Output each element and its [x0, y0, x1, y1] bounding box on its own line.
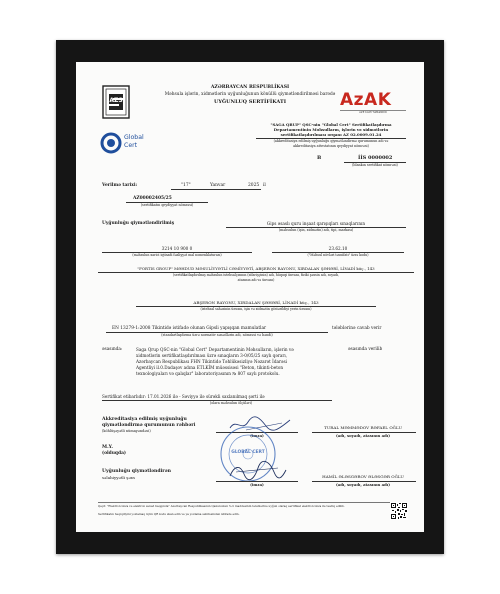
issuer-line4: (akkreditasiya edilmiş uyğunluğu qiymətləndirmə qurumunun adı və: [273, 139, 389, 143]
mp-label2: (olduqda): [102, 451, 126, 456]
series-letter: B: [317, 155, 322, 161]
expert-label1: Uyğunluğu qiymətləndirən: [102, 469, 171, 474]
address-caption: (istehsal sahəsinin ünvanı, işin və xidmətin göstərildiyi yerin ünvanı): [200, 307, 312, 311]
product-name: Gips əsaslı quru inşaat qarışıqları sınaqlarının: [266, 221, 366, 226]
date-day: "17": [181, 183, 191, 188]
expert-name-caption: (adı, soyadı, atasının adı): [336, 482, 390, 487]
azak-logo-text: AzAK: [340, 90, 392, 110]
registration-number: AZ00002405/25: [133, 196, 172, 201]
registration-caption: (sertifikatın qeydiyyat nömrəsi): [140, 203, 194, 207]
issuer-line2: Departamentinin Məhsulların, işlərin və xidmətlərin: [273, 127, 389, 132]
date-label: Verilmə tarixi:: [102, 183, 138, 188]
globalcert-line1: Global: [124, 134, 144, 141]
issuer-line3: sertifikatlaşdırılması orqanı AZ 02.0009.01.24: [280, 132, 382, 137]
azs-logo-text: AZS: [109, 97, 123, 104]
date-year: 2025: [248, 183, 260, 188]
issuer-line1: "SAGA QRUP" QSC-nin "Global Cert" Sertifikatlaşdırma: [270, 122, 392, 127]
head-label2: qiymətləndirmə qurumunun rəhbəri: [102, 423, 196, 428]
product-code-right-caption: ("Məhsul növləri təsnifatı" üzrə kodu): [307, 253, 369, 257]
product-code-left-caption: (məhsulun xarici iqtisadi fəaliyyət mal nomenklaturası): [132, 253, 222, 257]
issuer-line5: akkreditasiya attestatının qeydiyyat nömrəsi): [293, 144, 369, 148]
series-caption: (blankın sertifikat nömrəsi): [352, 163, 398, 167]
head-label3: (köhlüşəyətli nümayəndəsi): [102, 429, 151, 433]
header-title: UYĞUNLUQ SERTİFİKATI: [213, 99, 287, 105]
qr-code[interactable]: [390, 502, 408, 520]
footer-line2: Sertifikatın həqiqiliyini yoxlamaq üçün QR kodu skan edin və ya yoxlama səhifəsindən istifadə edin.: [98, 512, 240, 516]
basis-line1: Saga Qrup QSC-nin "Global Cert" Departamentinin Məhsulların, işlərin və: [136, 347, 294, 352]
head-name-caption: (adı, soyadı, atasının adı): [336, 433, 390, 438]
globalcert-logo: [100, 130, 150, 156]
date-suffix: il: [263, 183, 266, 188]
product-code-right: 23.62.10: [328, 246, 348, 251]
azak-logo: [340, 90, 406, 116]
basis-line3: Azərbaycan Respublikası FHN Tikintidə Təhlükəsizliyə Nəzarət İdarəsi: [136, 359, 287, 364]
product-name-caption: (məhsulun (işin, xidmətin) adı, tipi, markası): [278, 228, 354, 232]
manufacturer-caption1: (sertifikatlaşdırılmış məhsulun istehsalçısının (sifarişçinin) adı, hüquqi ünvanı, fiziki şəxsin adı, soyadı,: [172, 273, 340, 277]
expert-signature: [226, 460, 290, 482]
header-line2: Məhsula işlərin, xidmətlərin uyğunluğunun könüllü qiymətləndirilməsi barədə: [164, 92, 336, 97]
head-label1: Akkreditasiya edilmiş uyğunluğu: [102, 417, 187, 422]
standard-text: EN 13279-1:2008 Tikintidə istifadə olunan Gipsli yapışqan mamulatlar: [112, 326, 267, 331]
expert-sign-caption: (imza): [250, 482, 264, 487]
basis-suffix: əsasında verilib: [348, 347, 383, 352]
footer-line1: Qeyd: "Elektron imza və elektron sənəd haqqında" Azərbaycan Respublikasının Qanununun 5-ci maddəsinin tələblərinə uyğun olaraq sertifikat elektron imza ilə təsdiq edilib.: [98, 504, 345, 508]
manufacturer-text: "FORTIS GROUP" MƏHDUD MƏSULİYYƏTLİ CƏMİYYƏTİ, ABŞERON RAYONU, XIRDALAN ŞƏHƏRİ, LİNADİ küç., 143: [137, 266, 375, 271]
mp-label1: M.Y.: [102, 445, 113, 450]
basis-line4: Agentliyi il.0.Dadaşov adına ETLKİM müəssisəsi "Beton, tikinti-beton: [136, 365, 284, 370]
date-month: Yanvar: [210, 183, 226, 188]
head-sign-caption: (imza): [250, 433, 264, 438]
head-name: TURAL MƏMMƏDOV RƏFAEL OĞLU: [324, 425, 402, 430]
certificate-paper: [76, 62, 424, 532]
standard-caption: (standartlaşdırma üzrə normativ sənədlərin adı, nömrəsi və bəndi): [161, 333, 273, 337]
stamp-text: GLOBAL CERT: [231, 450, 265, 455]
date-rule: [171, 189, 261, 190]
basis-line5: texnologiyaları və qalıqlar" laboratoriyasının № 807 saylı protokolu.: [136, 371, 280, 376]
basis-line2: xidmətlərin sertifikatlaşdırılması üzrə sınaqların 3-0/05/25 saylı qərarı,: [136, 353, 288, 358]
expert-label2: səlahiyyətli şəxs: [102, 475, 135, 480]
standard-suffix: tələblərinə cavab verir: [332, 326, 382, 331]
header-republic: AZƏRBAYCAN RESPUBLİKASI: [210, 85, 290, 90]
manufacturer-caption2: atasının adı və ünvanı): [237, 278, 275, 282]
azak-caption: AZE KAMİ TƏMƏNDİR: [359, 111, 387, 114]
globalcert-line2: Cert: [124, 142, 138, 149]
footer-rule: [98, 502, 390, 503]
product-label: Uyğunluğu qiymətləndirilmiş: [102, 221, 175, 226]
expert-name: HAMİL ƏLƏSGƏROV ƏLƏSGƏR OĞLU: [322, 474, 404, 479]
validity-caption: (olara məhsulun ölçüləri): [209, 401, 253, 405]
address-text: ABŞERON RAYONU, XIRDALAN ŞƏHƏRİ, LİNADİ küç., 143: [193, 300, 319, 305]
product-code-left: 3214 10 900 0: [161, 246, 193, 251]
validity-text: Sertifikat etibarlıdır: 17.01.2026 ilə - Səviyyə ilə sürəkli saxlanılmaq şərti ilə: [102, 394, 265, 399]
series-number: İİS 0000002: [358, 155, 393, 161]
basis-label: əsasında:: [102, 347, 123, 352]
